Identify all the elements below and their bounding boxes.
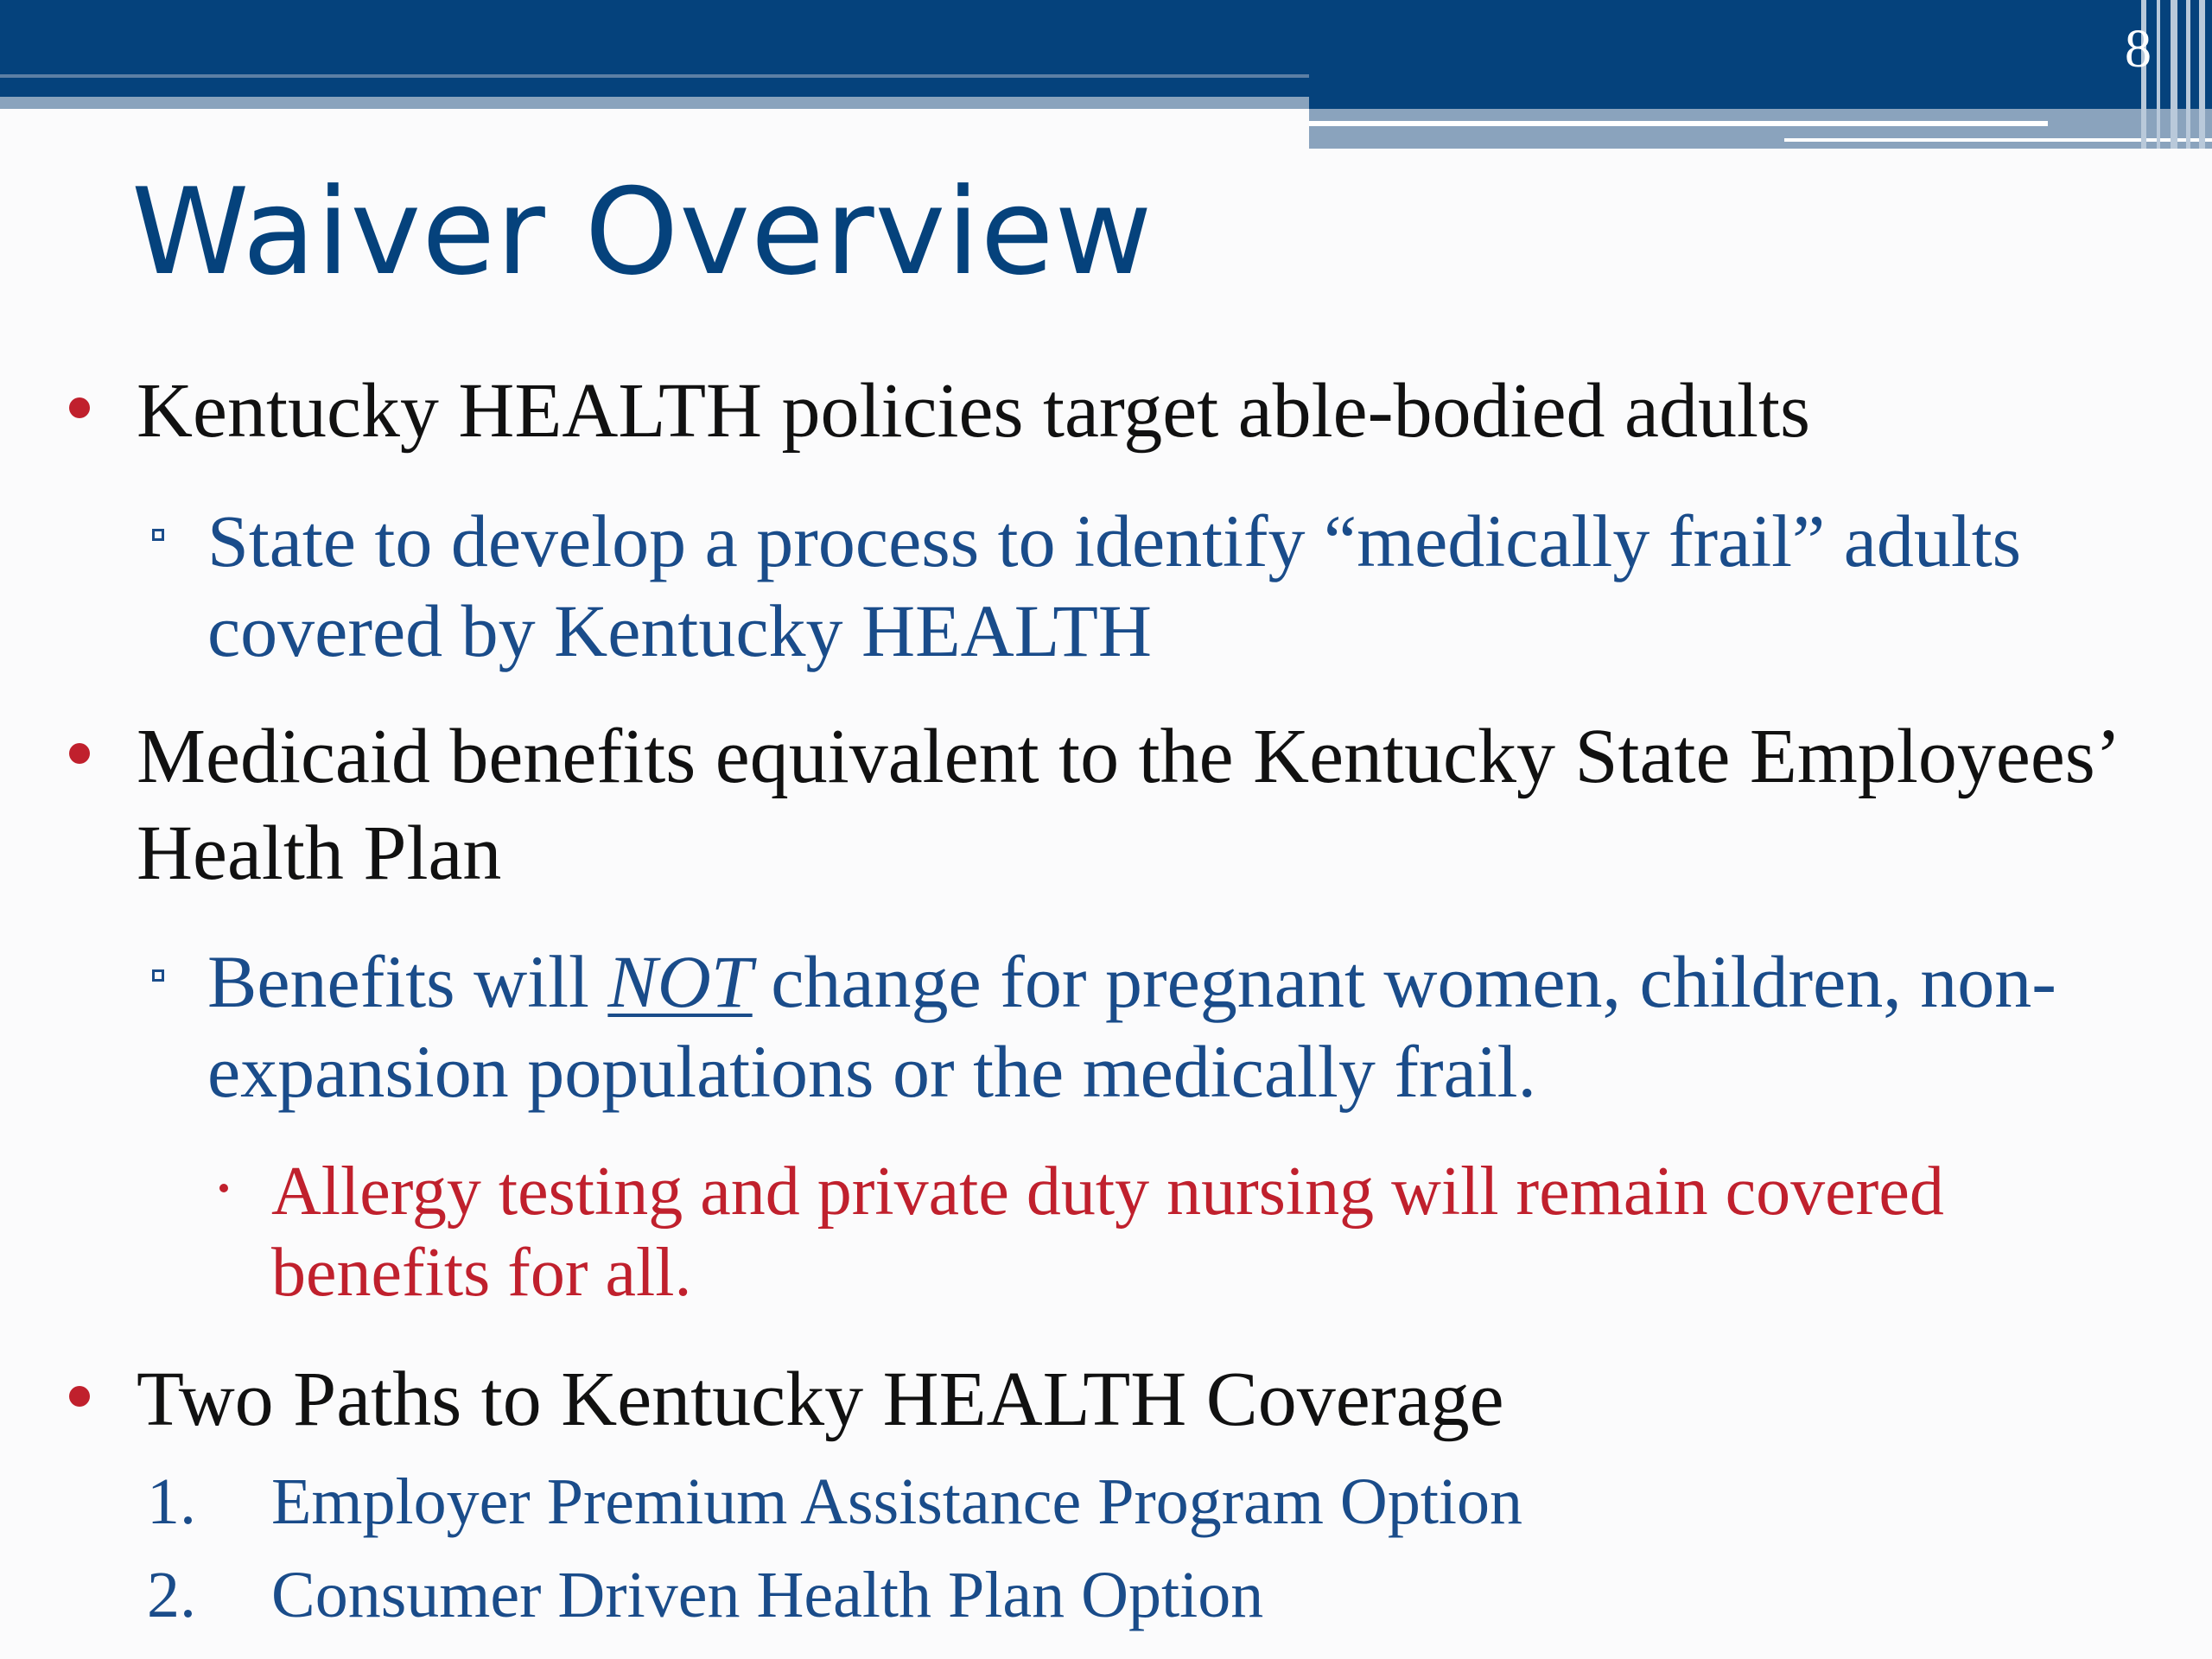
bullet-dot-icon <box>69 397 90 418</box>
item-number: 1. <box>147 1465 196 1538</box>
bullet-text: Kentucky HEALTH policies target able-bodied adults <box>137 368 1811 454</box>
header-right-strip <box>1309 109 2212 149</box>
subbullet-text: State to develop a process to identify “medically frail” adults covered by Kentucky HEALTH <box>207 499 2022 672</box>
slide-number: 8 <box>2125 20 2152 79</box>
header-right-strip-top <box>1309 97 2212 109</box>
square-bullet-icon <box>152 969 164 982</box>
bullet-text: Two Paths to Kentucky HEALTH Coverage <box>137 1357 1504 1442</box>
subsubbullet-allergy-testing <box>271 1151 2172 1313</box>
bullet-dot-icon <box>69 743 90 764</box>
subbullet-medically-frail-process <box>207 496 2195 676</box>
header-vertical-bar <box>2186 0 2190 149</box>
header-accent-line <box>0 74 1309 78</box>
subsubbullet-text: Allergy testing and private duty nursing will remain covered benefits for all. <box>271 1154 1944 1311</box>
subbullet-benefits-not-change <box>207 937 2195 1116</box>
item-number: 2. <box>147 1559 196 1631</box>
square-bullet-icon <box>152 529 164 541</box>
bullet-policies-target <box>137 363 2150 460</box>
bullet-dot-icon <box>69 1386 90 1407</box>
bullet-medicaid-benefits <box>137 709 2150 902</box>
header-thin-line <box>1309 121 2048 126</box>
header-band <box>0 0 2212 97</box>
header-vertical-bar <box>2171 0 2177 149</box>
subbullet-text-before: Benefits will <box>207 940 608 1023</box>
numbered-item-consumer-driven <box>147 1555 2086 1635</box>
slide-title: Waiver Overview <box>131 162 1154 302</box>
item-label: Consumer Driven Health Plan Option <box>271 1559 1264 1631</box>
emphasis-not: NOT <box>607 940 753 1023</box>
small-dot-icon <box>219 1184 228 1192</box>
numbered-item-employer-premium <box>147 1462 2086 1541</box>
header-thin-line-2 <box>1784 138 2212 142</box>
header-vertical-bar <box>2199 0 2205 149</box>
bullet-text: Medicaid benefits equivalent to the Kentucky State Employees’ Health Plan <box>137 714 2116 896</box>
item-label: Employer Premium Assistance Program Option <box>271 1465 1523 1538</box>
header-underbar <box>0 97 1309 109</box>
header-vertical-bar <box>2157 0 2160 149</box>
bullet-two-paths <box>137 1351 2150 1448</box>
subbullet-text-after: change for pregnant women, children, non-expansion populations or the medically frail. <box>207 940 2056 1113</box>
